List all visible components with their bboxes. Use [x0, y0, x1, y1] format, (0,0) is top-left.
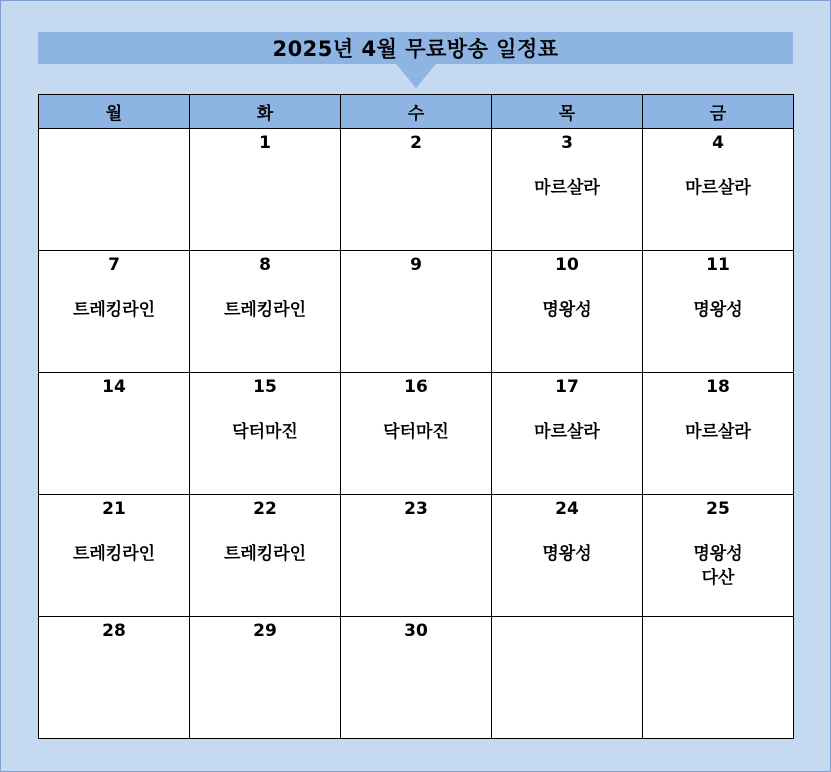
event-label: 명왕성 [693, 544, 743, 564]
day-cell [39, 617, 190, 739]
event-list [341, 420, 491, 444]
day-number: 29 [253, 621, 277, 641]
weekday-header-thu: 목 [492, 95, 643, 129]
day-number: 7 [108, 255, 120, 275]
event-label: 닥터마진 [232, 422, 298, 442]
event-list [643, 298, 793, 322]
event-list [643, 176, 793, 200]
day-cell [492, 373, 643, 495]
day-cell [39, 373, 190, 495]
day-cell [492, 617, 643, 739]
day-cell [341, 373, 492, 495]
day-cell [190, 617, 341, 739]
day-number: 14 [102, 377, 126, 397]
day-number: 30 [404, 621, 428, 641]
event-list [39, 298, 189, 322]
day-number: 3 [561, 133, 573, 153]
event-label: 트레킹라인 [223, 300, 307, 320]
event-label: 다산 [701, 568, 735, 588]
week-row [39, 617, 794, 739]
event-label: 닥터마진 [383, 422, 449, 442]
day-number: 4 [712, 133, 724, 153]
day-cell [39, 251, 190, 373]
day-cell [492, 129, 643, 251]
calendar-table [38, 94, 794, 739]
day-number: 22 [253, 499, 277, 519]
day-number: 28 [102, 621, 126, 641]
day-number: 10 [555, 255, 579, 275]
day-number: 2 [410, 133, 422, 153]
event-label: 마르살라 [534, 178, 600, 198]
weekday-header-mon: 월 [39, 95, 190, 129]
day-cell [190, 251, 341, 373]
day-number: 25 [706, 499, 730, 519]
day-cell [341, 617, 492, 739]
event-list [492, 298, 642, 322]
day-cell [492, 251, 643, 373]
event-label: 마르살라 [685, 422, 751, 442]
event-label: 명왕성 [693, 300, 743, 320]
day-cell [643, 251, 794, 373]
day-cell [341, 251, 492, 373]
weekday-header-fri: 금 [643, 95, 794, 129]
day-cell [190, 129, 341, 251]
day-number: 18 [706, 377, 730, 397]
day-cell [341, 129, 492, 251]
event-list [643, 420, 793, 444]
event-label: 마르살라 [685, 178, 751, 198]
day-cell [190, 373, 341, 495]
event-label: 트레킹라인 [223, 544, 307, 564]
day-cell [643, 495, 794, 617]
day-number: 9 [410, 255, 422, 275]
event-label: 명왕성 [542, 300, 592, 320]
day-cell [643, 129, 794, 251]
day-number: 23 [404, 499, 428, 519]
day-number: 21 [102, 499, 126, 519]
event-list [492, 542, 642, 566]
title-pointer-arrow [396, 64, 436, 88]
calendar-body [39, 129, 794, 739]
day-number: 16 [404, 377, 428, 397]
day-number: 15 [253, 377, 277, 397]
day-number: 11 [706, 255, 730, 275]
weekday-header-wed: 수 [341, 95, 492, 129]
week-row [39, 373, 794, 495]
page-title: 2025년 4월 무료방송 일정표 [272, 37, 559, 61]
day-cell [39, 129, 190, 251]
event-list [492, 176, 642, 200]
title-banner [38, 32, 793, 64]
weekday-header-row [39, 95, 794, 129]
weekday-header-tue: 화 [190, 95, 341, 129]
day-number: 17 [555, 377, 579, 397]
event-label: 명왕성 [542, 544, 592, 564]
day-cell [190, 495, 341, 617]
day-cell [492, 495, 643, 617]
day-number: 24 [555, 499, 579, 519]
day-cell [341, 495, 492, 617]
week-row [39, 495, 794, 617]
day-number: 1 [259, 133, 271, 153]
event-list [492, 420, 642, 444]
event-list [643, 542, 793, 590]
day-number: 8 [259, 255, 271, 275]
day-cell [643, 373, 794, 495]
week-row [39, 251, 794, 373]
event-list [190, 420, 340, 444]
event-label: 트레킹라인 [72, 544, 156, 564]
event-label: 마르살라 [534, 422, 600, 442]
event-list [190, 542, 340, 566]
day-cell [643, 617, 794, 739]
event-label: 트레킹라인 [72, 300, 156, 320]
event-list [190, 298, 340, 322]
week-row [39, 129, 794, 251]
event-list [39, 542, 189, 566]
day-cell [39, 495, 190, 617]
